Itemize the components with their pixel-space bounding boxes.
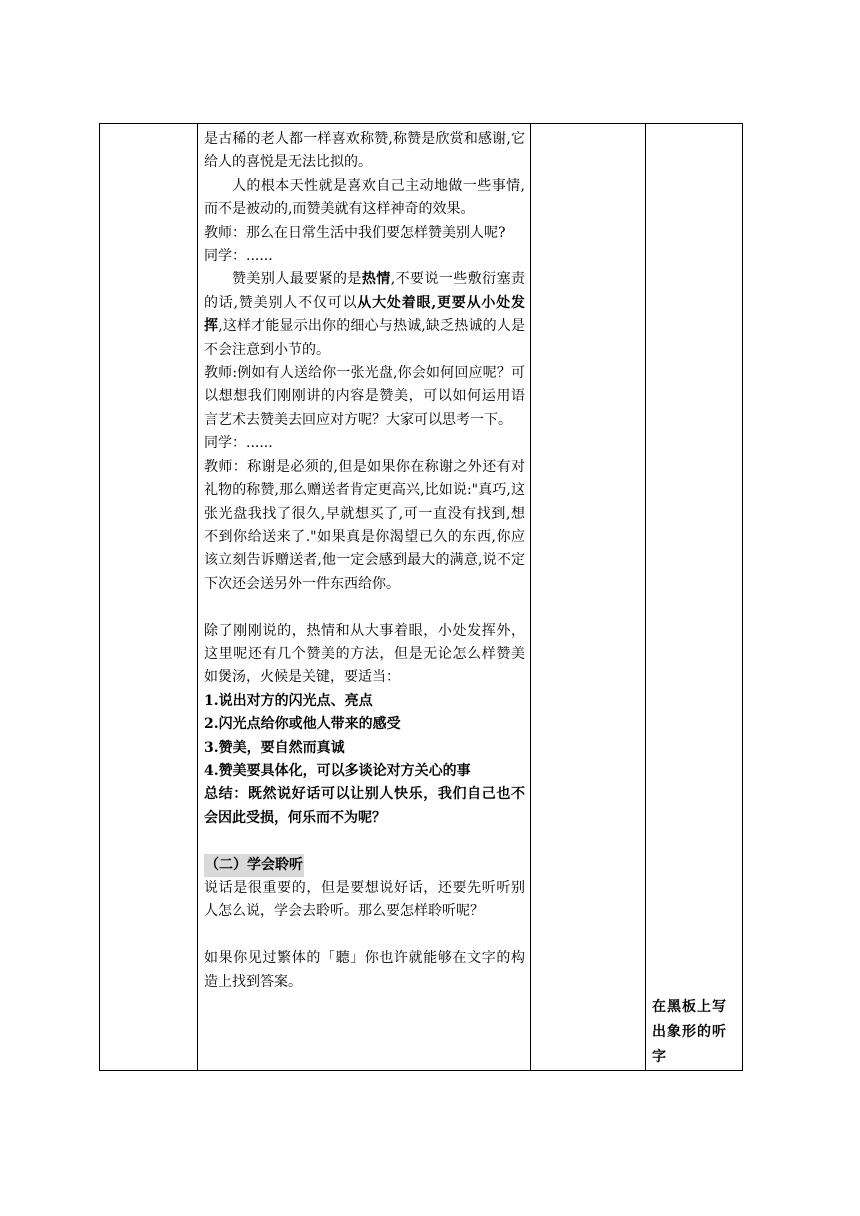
text-run: 赞美别人最要紧的是 [232, 271, 362, 288]
text-run: ,这样才能显示出你的细心与热诚,缺乏热诚的人是不会注意到小节的。 [204, 318, 526, 358]
paragraph: 人的根本天性就是喜欢自己主动地做一些事情,而不是被动的,而赞美就有这样神奇的效果。 [204, 177, 525, 218]
teaching-content-cell [198, 124, 531, 1071]
bold-phrase: 热情 [361, 271, 391, 288]
paragraph: 说话是很重要的，但是要想说好话，还要先听听别人怎么说，学会去聆听。那么要怎样聆听呢？ [204, 879, 525, 920]
teaching-content [198, 124, 530, 994]
paragraph: 除了刚刚说的，热情和从大事着眼，小处发挥外，这里呢还有几个赞美的方法，但是无论怎么样赞美如煲汤，火候是关键，要适当： [204, 622, 525, 686]
paragraph: 教师：那么在日常生活中我们要怎样赞美别人呢? [204, 224, 506, 241]
bold-paragraph: 2.闪光点给你或他人带来的感受 [204, 716, 401, 733]
table-row [100, 124, 743, 1071]
lesson-plan-table [99, 123, 743, 1071]
blank-line [204, 830, 525, 853]
bold-paragraph: 1.说出对方的闪光点、亮点 [204, 692, 373, 709]
bold-paragraph: 4.赞美要具体化，可以多谈论对方关心的事 [204, 762, 471, 779]
section-heading-text: （二）学会聆听 [204, 854, 304, 877]
paragraph: 是古稀的老人都一样喜欢称赞,称赞是欣赏和感谢,它给人的喜悦是无法比拟的。 [204, 131, 525, 171]
student-activity-cell [531, 124, 646, 1071]
paragraph: 同学：...... [204, 248, 273, 265]
text-run: ,不要说一些敷衍塞责的话,赞美别人不仅可以 [204, 271, 526, 311]
paragraph: 教师：称谢是必须的,但是如果你在称谢之外还有对礼物的称赞,那么赠送者肯定更高兴,比如说:"真巧,这张光盘我找了很久,早就想买了,可一直没有找到,想不到你给送来了."如果真是你渴望已久的东西,你应该立刻告诉赠送者,他一定会感到最大的满意,说不定下次还会送另外一件东西给你。 [204, 458, 525, 592]
paragraph: 如果你见过繁体的「聽」你也许就能够在文字的构造上找到答案。 [204, 950, 525, 990]
blackboard-note: 在黑板上写出象形的听字 [652, 999, 727, 1065]
paragraph: 同学：...... [204, 435, 273, 452]
left-column-cell [100, 124, 198, 1071]
blank-line [204, 924, 525, 947]
bold-paragraph: 3.赞美，要自然而真诚 [204, 739, 345, 756]
design-note-cell [646, 124, 743, 1071]
paragraph [204, 268, 525, 362]
bold-paragraph: 总结：既然说好话可以让别人快乐，我们自己也不会因此受损，何乐而不为呢？ [204, 786, 525, 826]
blank-line [204, 596, 525, 619]
bold-phrase: 从大处着眼,更要从小处发挥 [204, 294, 526, 335]
section-heading [204, 854, 525, 877]
paragraph: 教师:例如有人送给你一张光盘,你会如何回应呢？可以想想我们刚刚讲的内容是赞美，可以如何运用语言艺术去赞美去回应对方呢？大家可以思考一下。 [204, 365, 525, 428]
